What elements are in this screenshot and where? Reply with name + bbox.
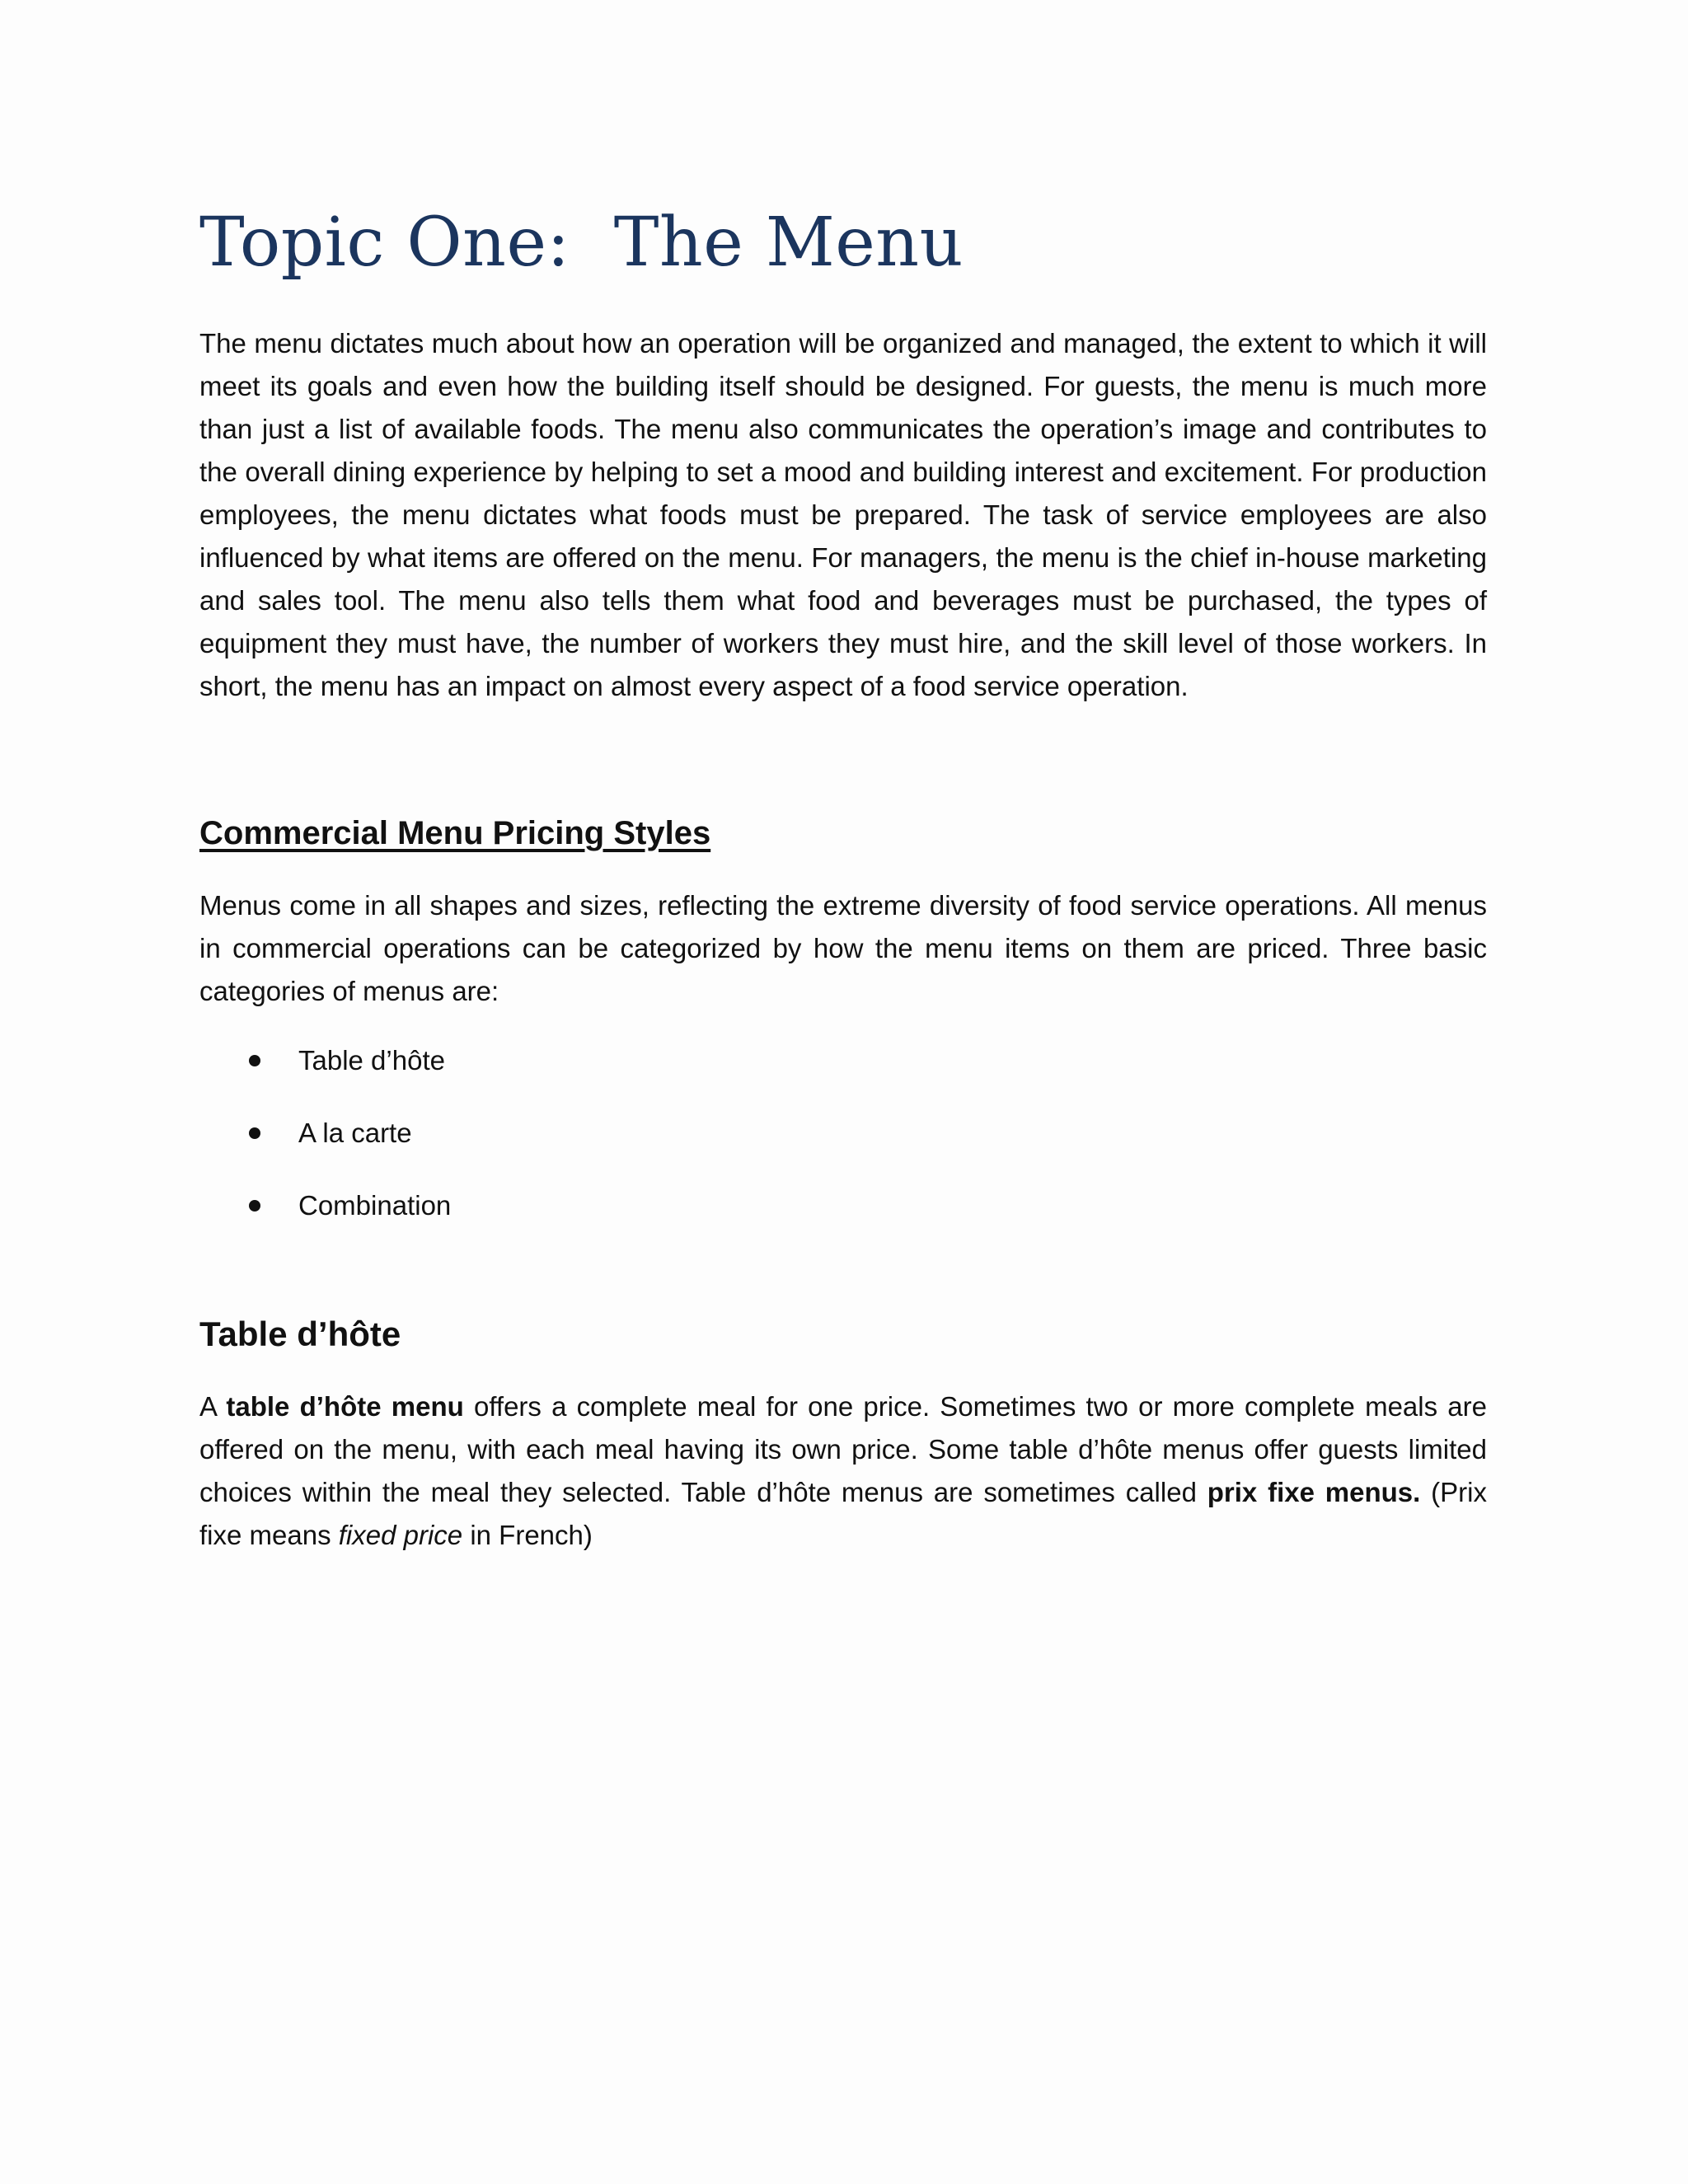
document-page: [199, 194, 1487, 1557]
text-run: (Prix fixe means: [199, 1477, 1487, 1550]
table-dhote-heading: Table d’hôte: [199, 1315, 401, 1353]
list-item: [199, 1112, 1487, 1155]
term-fixed-price: fixed price: [338, 1520, 463, 1550]
list-item-label: A la carte: [298, 1118, 412, 1148]
bullet-icon: [249, 1055, 260, 1066]
pricing-styles-heading: Commercial Menu Pricing Styles: [199, 815, 711, 851]
table-dhote-paragraph: [199, 1385, 1487, 1557]
bullet-icon: [249, 1127, 260, 1139]
list-item-label: Combination: [298, 1190, 452, 1221]
text-run: in French): [462, 1520, 593, 1550]
page-title: Topic One: The Menu: [199, 204, 964, 282]
list-item-label: Table d’hôte: [298, 1045, 445, 1076]
text-run: offers a complete meal for one price. Sometimes two or more complete meals are offered on the menu, with each meal having its own price. Some table d’hôte menus offer guests limited choices within the meal they selected. Table d’hôte menus are sometimes called: [199, 1391, 1487, 1507]
list-item: [199, 1039, 1487, 1082]
term-table-dhote-menu: table d’hôte menu: [226, 1391, 464, 1422]
term-prix-fixe-menus: prix fixe menus.: [1207, 1477, 1421, 1507]
text-run: A: [199, 1391, 227, 1422]
bullet-icon: [249, 1200, 260, 1212]
menu-categories-list: [199, 1039, 1487, 1227]
intro-paragraph: The menu dictates much about how an operation will be organized and managed, the extent to which it will meet its goals and even how the building itself should be designed. For guests, the menu is much more than just a list of available foods. The menu also communicates the operation’s image and contributes to the overall dining experience by helping to set a mood and building interest and excitement. For production employees, the menu dictates what foods must be prepared. The task of service employees are also influenced by what items are offered on the menu. For managers, the menu is the chief in-house marketing and sales tool. The menu also tells them what food and beverages must be purchased, the types of equipment they must have, the number of workers they must hire, and the skill level of those workers. In short, the menu has an impact on almost every aspect of a food service operation.: [199, 328, 1487, 701]
pricing-styles-paragraph: Menus come in all shapes and sizes, reflecting the extreme diversity of food service operations. All menus in commercial operations can be categorized by how the menu items on them are priced. Three basic categories of menus are:: [199, 890, 1487, 1006]
list-item: [199, 1184, 1487, 1227]
